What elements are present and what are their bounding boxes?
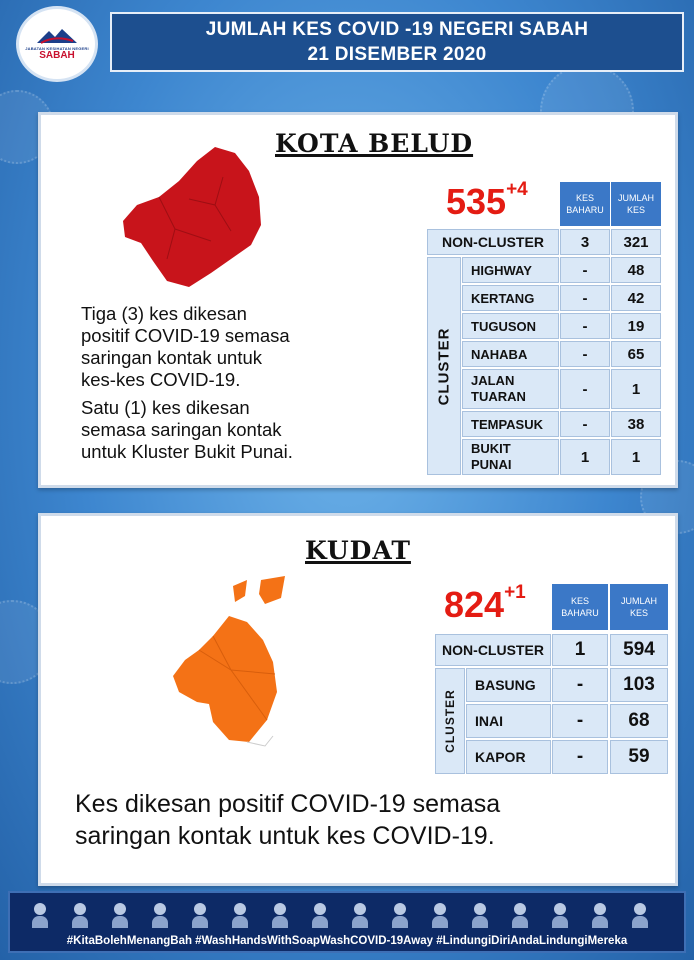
cluster-new: 1: [560, 439, 610, 475]
cluster-new: -: [552, 740, 608, 774]
frontliner-figure-icon: [312, 903, 328, 927]
new-cases-increment: +4: [506, 179, 528, 200]
cluster-new: -: [560, 313, 610, 339]
page-header: [110, 12, 684, 72]
frontliner-figure-icon: [632, 903, 648, 927]
non-cluster-label: NON-CLUSTER: [427, 229, 559, 255]
total-cases: [444, 584, 526, 626]
column-header-line: KES: [570, 596, 589, 606]
kudat-card: [38, 513, 678, 886]
cluster-new: -: [552, 704, 608, 738]
column-header-total-cases: [610, 584, 668, 630]
frontliner-figure-icon: [232, 903, 248, 927]
health-department-logo: [16, 6, 98, 82]
cluster-name: INAI: [466, 704, 551, 738]
cluster-total: 68: [610, 704, 668, 738]
logo-state-text: SABAH: [39, 50, 75, 61]
cluster-name: KAPOR: [466, 740, 551, 774]
description-line: kes-kes COVID-19.: [81, 369, 241, 390]
cluster-name-line: BUKIT: [471, 441, 511, 456]
frontliner-figure-icon: [72, 903, 88, 927]
column-header-line: BAHARU: [561, 608, 599, 618]
cluster-group-label: [427, 257, 461, 475]
description-line: Kes dikesan positif COVID-19 semasa: [75, 790, 501, 818]
kota-belud-description: [81, 303, 293, 463]
frontliner-figure-icon: [392, 903, 408, 927]
cluster-new: -: [560, 257, 610, 283]
cluster-new: -: [552, 668, 608, 702]
page-title: JUMLAH KES COVID -19 NEGERI SABAH: [205, 19, 589, 40]
kota-belud-map: [119, 141, 267, 289]
total-cases-value: 824: [444, 584, 505, 625]
cluster-group-label: [435, 668, 465, 774]
frontliner-figure-icon: [552, 903, 568, 927]
frontliner-figure-icon: [472, 903, 488, 927]
cluster-label-text: CLUSTER: [443, 689, 458, 753]
cluster-name: TUGUSON: [462, 313, 559, 339]
total-cases-value: 535: [446, 181, 507, 222]
description-line: semasa saringan kontak: [81, 419, 282, 440]
cluster-name: NAHABA: [462, 341, 559, 367]
frontliner-figure-icon: [112, 903, 128, 927]
cluster-total: 103: [610, 668, 668, 702]
column-header-line: KES: [629, 608, 648, 618]
cluster-name: KERTANG: [462, 285, 559, 311]
total-cases: [446, 181, 528, 223]
description-line: Tiga (3) kes dikesan: [81, 303, 247, 324]
cluster-total: 38: [611, 411, 661, 437]
cluster-new: -: [560, 369, 610, 409]
cluster-total: 65: [611, 341, 661, 367]
mountain-icon: [35, 27, 79, 45]
frontliner-figure-icon: [32, 903, 48, 927]
column-header-line: JUMLAH: [620, 596, 657, 606]
description-line: untuk Kluster Bukit Punai.: [81, 441, 293, 462]
cluster-total: 59: [610, 740, 668, 774]
cluster-name: TEMPASUK: [462, 411, 559, 437]
column-header-line: BAHARU: [566, 205, 604, 215]
cluster-total: 1: [611, 369, 661, 409]
hashtags: #KitaBolehMenangBah #WashHandsWithSoapWashCOVID-19Away #LindungiDiriAndaLindungiMereka: [66, 935, 628, 947]
logo-department-text: JABATAN KESIHATAN NEGERI: [25, 46, 89, 51]
frontliner-figure-icon: [272, 903, 288, 927]
non-cluster-label: NON-CLUSTER: [435, 634, 551, 666]
column-header-line: KES: [626, 205, 645, 215]
description-line: positif COVID-19 semasa: [81, 325, 290, 346]
cluster-name-line: PUNAI: [471, 457, 512, 472]
cluster-name-line: JALAN: [471, 373, 515, 388]
description-line: saringan kontak untuk kes COVID-19.: [75, 822, 495, 850]
cluster-label-text: CLUSTER: [435, 327, 453, 405]
column-header-total-cases: [611, 182, 661, 226]
cluster-total: 42: [611, 285, 661, 311]
cluster-name: [462, 439, 559, 475]
column-header-line: JUMLAH: [617, 193, 654, 203]
frontliner-figure-icon: [592, 903, 608, 927]
frontliner-figure-icon: [512, 903, 528, 927]
report-date: 21 DISEMBER 2020: [307, 44, 487, 65]
cluster-total: 48: [611, 257, 661, 283]
column-header-new-cases: [552, 584, 608, 630]
non-cluster-total: 594: [610, 634, 668, 666]
cluster-total: 1: [611, 439, 661, 475]
column-header-line: KES: [575, 193, 594, 203]
new-cases-increment: +1: [504, 582, 526, 603]
kudat-map: [169, 574, 297, 752]
cluster-new: -: [560, 411, 610, 437]
cluster-name: [462, 369, 559, 409]
frontliner-figure-icon: [152, 903, 168, 927]
frontliner-figure-icon: [192, 903, 208, 927]
non-cluster-new: 1: [552, 634, 608, 666]
non-cluster-new: 3: [560, 229, 610, 255]
footer-banner: [8, 891, 686, 953]
cluster-name: BASUNG: [466, 668, 551, 702]
cluster-name: HIGHWAY: [462, 257, 559, 283]
non-cluster-total: 321: [611, 229, 661, 255]
description-line: saringan kontak untuk: [81, 347, 263, 368]
frontliner-figure-icon: [432, 903, 448, 927]
district-title: KOTA BELUD: [275, 129, 474, 158]
cluster-new: -: [560, 285, 610, 311]
column-header-new-cases: [560, 182, 610, 226]
frontliner-figure-icon: [352, 903, 368, 927]
cluster-new: -: [560, 341, 610, 367]
kota-belud-card: [38, 112, 678, 488]
district-title: KUDAT: [305, 536, 411, 565]
cluster-name-line: TUARAN: [471, 389, 526, 404]
description-line: Satu (1) kes dikesan: [81, 397, 250, 418]
cluster-total: 19: [611, 313, 661, 339]
kudat-description: [75, 788, 500, 852]
